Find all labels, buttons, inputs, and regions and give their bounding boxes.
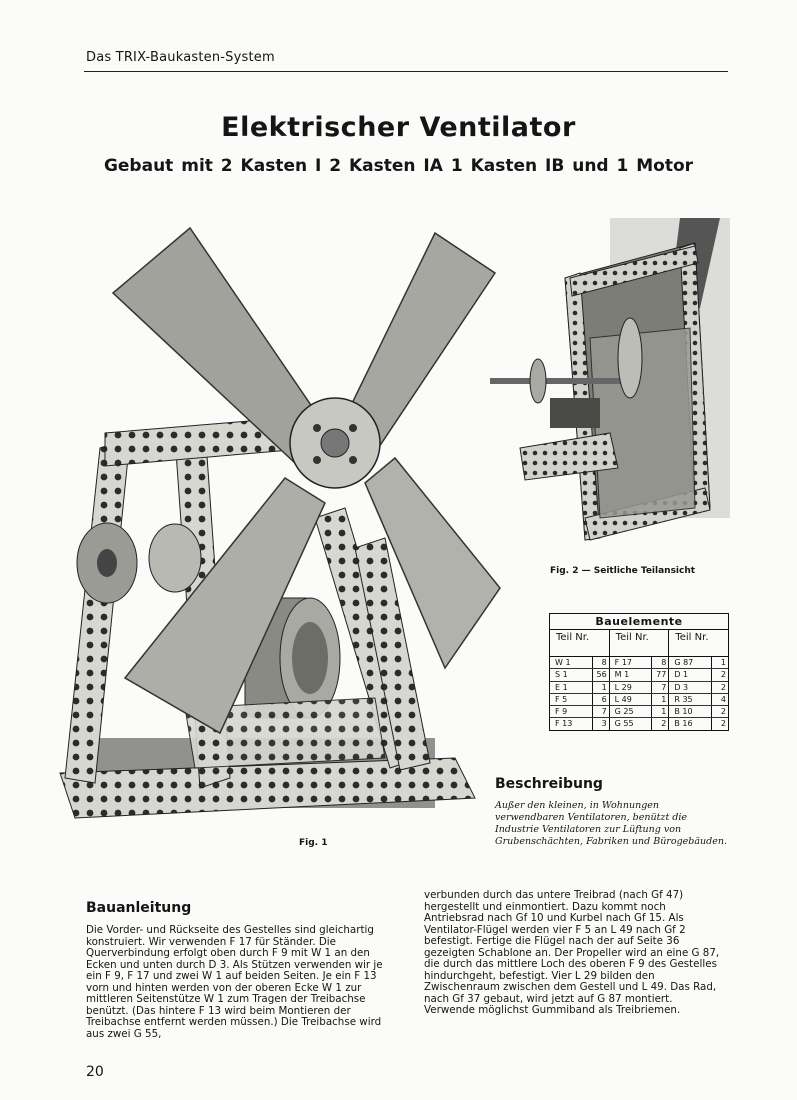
part-number: R 35: [674, 694, 693, 704]
running-header: Das TRIX-Baukasten-System: [86, 50, 275, 65]
part-number: B 10: [674, 707, 693, 717]
table-row: [550, 706, 728, 718]
part-quantity: 2: [711, 669, 728, 680]
part-number: G 55: [614, 719, 634, 729]
part-number: G 25: [614, 707, 634, 717]
part-quantity: 2: [651, 718, 668, 729]
column-header: Teil Nr.: [556, 632, 590, 643]
instructions-paragraph: verbunden durch das untere Treibrad (nach Gf 47) hergestellt und einmontiert. Dazu kommt noch Antriebsrad nach Gf 10 und Kurbel nach Gf 15. Als Ventilator-Flügel werden vier F 5 an L 49 nach Gf 2 befestigt. Fertige die Flügel nach der auf Seite 36 gezeigten Schablone an. Der Propeller wird an eine G 87, die durch das mittlere Loch des oberen F 9 des Gestelles hindurchgeht, befestigt. Vier L 29 bilden den Zwischenraum zwischen dem Gestell und L 49. Das Rad, nach Gf 37 gebaut, wird jetzt auf G 87 montiert. Verwende möglichst Gummiband als Treibriemen.: [424, 889, 720, 1016]
instructions-heading: Bauanleitung: [86, 900, 192, 916]
description-text: Außer den kleinen, in Wohnungen verwendbaren Ventilatoren, benützt die Industrie Ventilatoren zur Lüftung von Grubenschächten, Fabriken und Bürogebäuden.: [495, 800, 727, 847]
part-number: S 1: [555, 670, 568, 680]
part-number: L 49: [614, 694, 632, 704]
page-title: Elektrischer Ventilator: [221, 112, 576, 143]
part-quantity: 4: [711, 694, 728, 705]
part-number: E 1: [555, 682, 568, 692]
description-heading: Beschreibung: [495, 776, 603, 792]
part-quantity: 7: [592, 706, 609, 717]
table-row: [550, 682, 728, 694]
column-header: Teil Nr.: [668, 630, 728, 656]
header-rule: [84, 71, 728, 72]
part-quantity: 77: [651, 669, 668, 680]
column-header: Teil Nr.: [609, 630, 669, 656]
parts-table: [549, 613, 729, 731]
part-quantity: 6: [592, 694, 609, 705]
part-quantity: 8: [651, 657, 668, 668]
table-row: [550, 657, 728, 669]
table-row: [550, 694, 728, 706]
part-number: D 3: [674, 682, 689, 692]
part-quantity: 8: [592, 657, 609, 668]
page-number: 20: [86, 1064, 104, 1080]
part-quantity: 7: [651, 682, 668, 693]
part-quantity: 1: [651, 694, 668, 705]
table-row: [550, 669, 728, 681]
part-number: W 1: [555, 658, 571, 667]
instructions-column-1: [86, 925, 388, 1040]
parts-table-header: [550, 630, 728, 657]
figure-1-caption: Fig. 1: [299, 838, 328, 848]
part-number: B 16: [674, 719, 693, 729]
parts-table-title: Bauelemente: [550, 614, 728, 630]
part-quantity: 3: [592, 718, 609, 729]
part-number: M 1: [614, 670, 630, 680]
part-number: F 13: [555, 719, 573, 729]
table-row: [550, 718, 728, 729]
instructions-column-2: [424, 890, 726, 1017]
part-quantity: 2: [711, 706, 728, 717]
part-quantity: 1: [592, 682, 609, 693]
part-number: F 5: [555, 694, 568, 704]
part-quantity: 2: [711, 718, 728, 729]
part-number: F 17: [614, 658, 632, 667]
part-quantity: 1: [711, 657, 728, 668]
part-number: L 29: [614, 682, 632, 692]
page-subtitle: Gebaut mit 2 Kasten I 2 Kasten IA 1 Kasten IB und 1 Motor: [103, 156, 694, 176]
part-number: F 9: [555, 707, 568, 717]
part-number: D 1: [674, 670, 689, 680]
instructions-paragraph: Die Vorder- und Rückseite des Gestelles sind gleichartig konstruiert. Wir verwenden F 17 für Ständer. Die Querverbindung erfolgt oben durch F 9 mit W 1 an den Ecken und unten durch D 3. Als Stützen verwenden wir je ein F 9, F 17 und zwei W 1 auf beiden Seiten. Je ein F 13 vorn und hinten werden von der oberen Ecke W 1 zur mittleren Seitenstütze W 1 zum Tragen der Treibachse benützt. (Das hintere F 13 wird beim Montieren der Treibachse entfernt werden müssen.) Die Treibachse wird aus zwei G 55,: [86, 924, 383, 1040]
figure-2-caption: Fig. 2 — Seitliche Teilansicht: [550, 566, 696, 576]
part-quantity: 2: [711, 682, 728, 693]
part-quantity: 1: [651, 706, 668, 717]
side-view-figure: [490, 218, 730, 560]
part-quantity: 56: [592, 669, 609, 680]
fan-photo-figure: [55, 218, 505, 833]
part-number: G 87: [674, 658, 694, 667]
